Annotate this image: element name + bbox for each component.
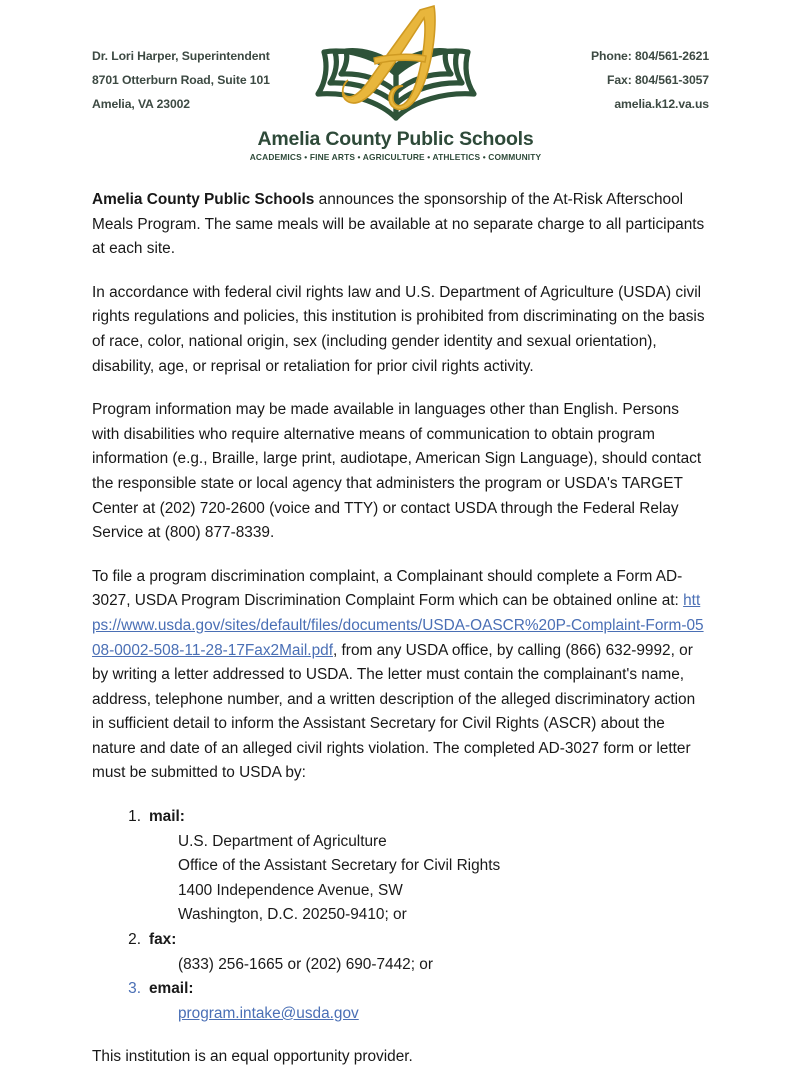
phone-number: Phone: 804/561-2621 [590,49,709,63]
district-name-bold: Amelia County Public Schools [92,191,315,208]
city-state-zip: Amelia, VA 23002 [92,97,190,111]
complaint-outro-text: , from any USDA office, by calling (866) 632-9992, or by writing a letter addressed to USDA. The letter must contain the complainant's name, address, telephone number, and a written description of the alleged discriminatory action in sufficient detail to inform the Assistant Secretary for Civil Rights (ASCR) about the nature and date of an alleged civil rights violation. The completed AD-3027 form or letter must be submitted to USDA by: [92,641,696,782]
method-label-mail: mail: [149,808,185,826]
superintendent-name: Dr. Lori Harper, Superintendent [92,49,270,63]
mail-line-street: 1400 Independence Avenue, SW [178,881,403,899]
fax-number: Fax: 804/561-3057 [607,73,709,87]
submission-methods-list [92,805,706,1026]
fax-numbers: (833) 256-1665 or (202) 690-7442; or [178,955,433,973]
method-label-email: email: [149,980,194,998]
complaint-intro-text: To file a program discrimination complaint, a Complainant should complete a Form AD-3027, USDA Program Discrimination Complaint Form which can be obtained online at: [92,567,684,610]
letterhead [0,0,791,178]
paragraph-complaint-filing-instructions [92,565,706,786]
letter-body [92,188,706,1070]
mail-line-office: Office of the Assistant Secretary for Civil Rights [178,857,501,875]
letterhead-contact-block [489,44,709,116]
district-tagline: ACADEMICS • FINE ARTS • AGRICULTURE • ATHLETICS • COMMUNITY [249,152,542,163]
paragraph-program-accessibility: Program information may be made available in languages other than English. Persons with disabilities who require alternative means of communication to obtain program information (e.g., Braille, large print, audiotape, American Sign Language), should contact the responsible state or local agency that administers the program or USDA's TARGET Center at (202) 720-2600 (voice and TTY) or contact USDA through the Federal Relay Service at (800) 877-8339. [92,401,702,542]
paragraph-sponsorship-rest: announces the sponsorship of the At-Risk Afterschool Meals Program. The same meals will be available at no separate charge to all participants at each site. [92,191,705,258]
open-book-with-script-a-logo [298,0,494,132]
mail-line-city-state-zip: Washington, D.C. 20250-9410; or [178,906,407,924]
list-item-fax [149,928,706,977]
email-link-wrapper [149,1002,706,1027]
paragraph-equal-opportunity-provider: This institution is an equal opportunity provider. [92,1048,413,1066]
paragraph-sponsorship-announcement [92,188,706,262]
district-name: Amelia County Public Schools [257,128,534,150]
list-item-email [149,977,706,1026]
street-address: 8701 Otterburn Road, Suite 101 [92,73,270,87]
method-label-fax: fax: [149,931,177,949]
list-item-mail [149,805,706,928]
website-address: amelia.k12.va.us [614,97,709,111]
paragraph-nondiscrimination-statement: In accordance with federal civil rights law and U.S. Department of Agriculture (USDA) civil rights regulations and policies, this institution is prohibited from discriminating on the basis of race, color, national origin, sex (including gender identity and sexual orientation), disability, age, or reprisal or retaliation for prior civil rights activity. [92,283,705,375]
program-intake-email-link[interactable]: program.intake@usda.gov [178,1004,359,1022]
complaint-form-link[interactable]: https://www.usda.gov/sites/default/files/documents/USDA-OASCR%20P-Complaint-Form-0508-0002-508-11-28-17Fax2Mail.pdf [92,592,704,659]
mail-line-agency: U.S. Department of Agriculture [178,832,387,850]
